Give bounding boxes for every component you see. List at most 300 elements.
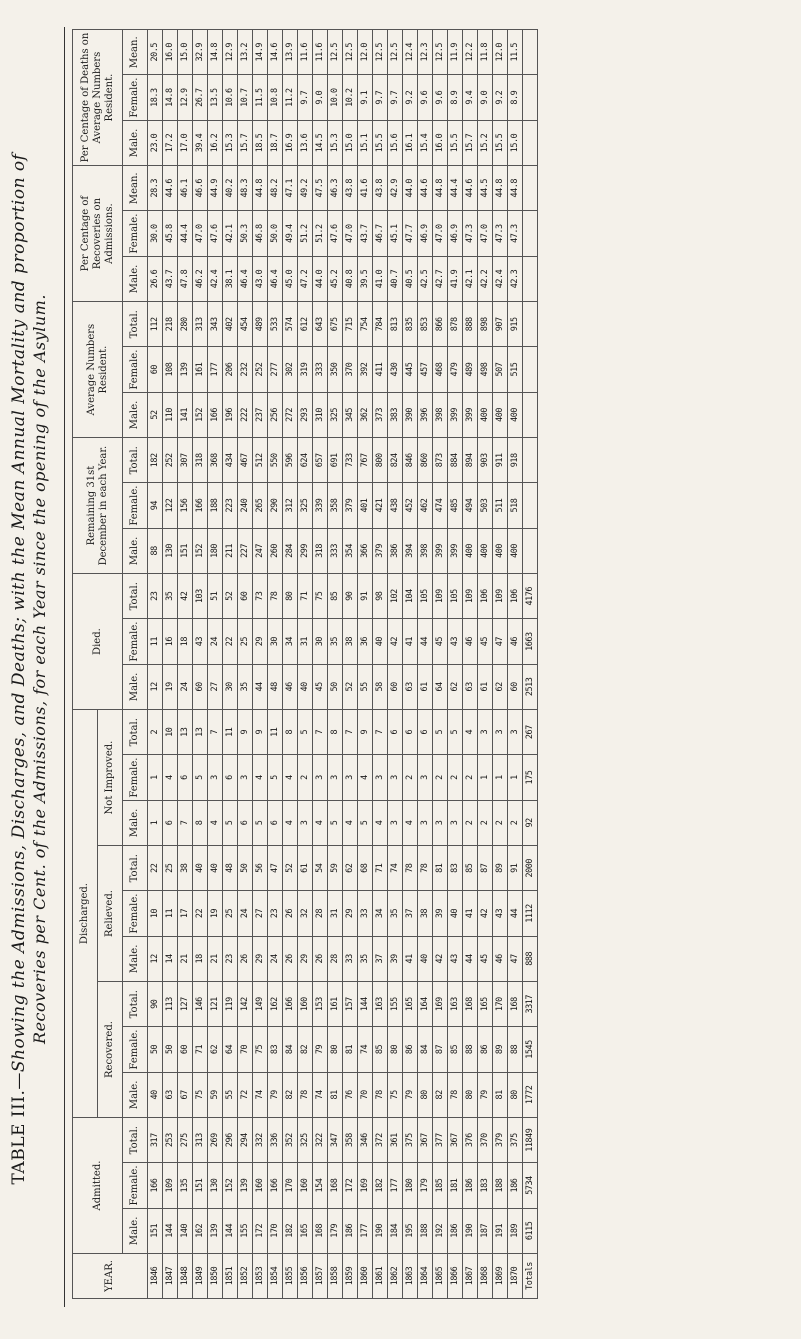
ni-cell: 4 — [373, 800, 388, 845]
ni-cell: 5 — [448, 710, 463, 755]
ni-cell: 4 — [358, 755, 373, 800]
rem-cell: 379 — [343, 483, 358, 528]
rec-cell: 79 — [268, 1072, 283, 1117]
rel-cell: 10 — [148, 891, 163, 936]
rem-cell: 485 — [448, 483, 463, 528]
ni-cell: 2 — [463, 755, 478, 800]
rem-cell: 767 — [358, 438, 373, 483]
pcd-cell: 11.6 — [313, 30, 328, 75]
adm-cell: 151 — [148, 1208, 163, 1253]
table-row — [208, 30, 223, 1299]
rem-cell: 358 — [328, 483, 343, 528]
pcr-cell: 42.9 — [388, 166, 403, 211]
pcr-cell: 46.1 — [178, 166, 193, 211]
rel-cell: 71 — [373, 846, 388, 891]
pcr-cell: 43.8 — [343, 166, 358, 211]
table-row — [268, 30, 283, 1299]
totals-died-cell: 4176 — [523, 574, 538, 619]
pcr-cell: 47.3 — [493, 211, 508, 256]
avg-total-header: Total. — [123, 302, 148, 347]
ni-cell: 2 — [478, 800, 493, 845]
died-cell: 24 — [178, 664, 193, 709]
totals-empty-cell — [523, 438, 538, 483]
table-row — [313, 30, 328, 1299]
pcd-cell: 15.4 — [418, 120, 433, 165]
rec-cell: 88 — [508, 1027, 523, 1072]
avg-cell: 399 — [448, 392, 463, 437]
avg-cell: 177 — [208, 347, 223, 392]
avg-cell: 112 — [148, 302, 163, 347]
rem-cell: 122 — [163, 483, 178, 528]
adm-cell: 160 — [298, 1163, 313, 1208]
rel-cell: 26 — [283, 936, 298, 981]
pcd-cell: 10.7 — [238, 75, 253, 120]
avg-cell: 754 — [358, 302, 373, 347]
avg-cell: 373 — [373, 392, 388, 437]
rel-cell: 44 — [463, 936, 478, 981]
ni-cell: 5 — [223, 800, 238, 845]
pcr-cell: 41.0 — [373, 256, 388, 301]
table-row — [238, 30, 253, 1299]
rel-cell: 34 — [373, 891, 388, 936]
totals-row — [523, 30, 538, 1299]
rem-cell: 354 — [343, 528, 358, 573]
not-improved-header: Not Improved. — [98, 710, 123, 846]
pcd-cell: 16.0 — [163, 30, 178, 75]
rel-cell: 81 — [433, 846, 448, 891]
table-row — [283, 30, 298, 1299]
rem-cell: 596 — [283, 438, 298, 483]
rem-cell: 227 — [238, 528, 253, 573]
ni-cell: 4 — [313, 800, 328, 845]
rem-female-header: Female. — [123, 483, 148, 528]
pcr-cell: 39.5 — [358, 256, 373, 301]
died-cell: 105 — [418, 574, 433, 619]
rel-cell: 54 — [313, 846, 328, 891]
rec-cell: 78 — [298, 1072, 313, 1117]
ni-cell: 6 — [388, 710, 403, 755]
pcd-cell: 15.3 — [223, 120, 238, 165]
died-cell: 30 — [313, 619, 328, 664]
rel-cell: 40 — [208, 846, 223, 891]
adm-cell: 195 — [403, 1208, 418, 1253]
pcr-cell: 47.3 — [508, 211, 523, 256]
rec-cell: 82 — [283, 1072, 298, 1117]
died-cell: 48 — [268, 664, 283, 709]
year-cell: 1870 — [508, 1254, 523, 1299]
rec-cell: 121 — [208, 982, 223, 1027]
rel-cell: 89 — [493, 846, 508, 891]
adm-cell: 172 — [343, 1163, 358, 1208]
avg-cell: 310 — [313, 392, 328, 437]
pcr-cell: 47.0 — [343, 211, 358, 256]
rem-cell: 290 — [268, 483, 283, 528]
died-female-header: Female. — [123, 619, 148, 664]
avg-cell: 390 — [403, 392, 418, 437]
pcd-cell: 12.3 — [418, 30, 433, 75]
rec-cell: 72 — [238, 1072, 253, 1117]
rec-total-header: Total. — [123, 982, 148, 1027]
ni-cell: 3 — [388, 800, 403, 845]
pcd-cell: 11.5 — [253, 75, 268, 120]
pcr-cell: 40.7 — [388, 256, 403, 301]
pcd-cell: 12.9 — [223, 30, 238, 75]
rec-cell: 82 — [298, 1027, 313, 1072]
rel-cell: 17 — [178, 891, 193, 936]
rem-cell: 401 — [358, 483, 373, 528]
rem-cell: 503 — [478, 483, 493, 528]
pcr-cell: 50.3 — [238, 211, 253, 256]
rem-cell: 511 — [493, 483, 508, 528]
avg-cell: 345 — [343, 392, 358, 437]
pcd-cell: 26.7 — [193, 75, 208, 120]
rem-cell: 438 — [388, 483, 403, 528]
died-cell: 78 — [268, 574, 283, 619]
pcd-cell: 10.8 — [268, 75, 283, 120]
pcd-cell: 15.2 — [478, 120, 493, 165]
statistics-table — [72, 29, 538, 1299]
pcr-cell: 40.8 — [343, 256, 358, 301]
pcr-cell: 44.8 — [433, 166, 448, 211]
totals-died-cell: 1663 — [523, 619, 538, 664]
pcd-cell: 12.5 — [388, 30, 403, 75]
discharged-header: Discharged. — [73, 710, 98, 1118]
rem-cell: 260 — [268, 528, 283, 573]
table-row — [433, 30, 448, 1299]
pcd-cell: 12.5 — [328, 30, 343, 75]
adm-cell: 177 — [358, 1208, 373, 1253]
pcd-cell: 15.5 — [493, 120, 508, 165]
adm-cell: 325 — [298, 1118, 313, 1163]
pcr-cell: 28.3 — [148, 166, 163, 211]
rel-cell: 85 — [463, 846, 478, 891]
ni-cell: 8 — [193, 800, 208, 845]
avg-cell: 383 — [388, 392, 403, 437]
rec-cell: 81 — [493, 1072, 508, 1117]
rel-cell: 48 — [223, 846, 238, 891]
rec-cell: 162 — [268, 982, 283, 1027]
died-cell: 36 — [358, 619, 373, 664]
died-cell: 24 — [208, 619, 223, 664]
avg-cell: 362 — [358, 392, 373, 437]
pcd-cell: 9.0 — [313, 75, 328, 120]
adm-cell: 139 — [208, 1208, 223, 1253]
died-cell: 40 — [373, 619, 388, 664]
rel-cell: 44 — [508, 891, 523, 936]
rel-male-header: Male. — [123, 936, 148, 981]
adm-cell: 379 — [493, 1118, 508, 1163]
adm-cell: 169 — [358, 1163, 373, 1208]
pcd-cell: 14.8 — [208, 30, 223, 75]
rel-cell: 11 — [163, 891, 178, 936]
pcd-cell: 15.7 — [238, 120, 253, 165]
rec-cell: 74 — [253, 1072, 268, 1117]
pcr-cell: 45.8 — [163, 211, 178, 256]
rel-cell: 21 — [208, 936, 223, 981]
adm-cell: 140 — [178, 1208, 193, 1253]
rel-cell: 29 — [343, 891, 358, 936]
rec-cell: 164 — [418, 982, 433, 1027]
ni-cell: 9 — [358, 710, 373, 755]
totals-empty-cell — [523, 528, 538, 573]
adm-cell: 186 — [508, 1163, 523, 1208]
ni-cell: 13 — [178, 710, 193, 755]
rel-cell: 56 — [253, 846, 268, 891]
pcr-cell: 46.7 — [373, 211, 388, 256]
rel-cell: 43 — [448, 936, 463, 981]
table-row — [253, 30, 268, 1299]
adm-cell: 191 — [493, 1208, 508, 1253]
died-cell: 98 — [373, 574, 388, 619]
rem-cell: 467 — [238, 438, 253, 483]
ni-cell: 10 — [163, 710, 178, 755]
adm-cell: 367 — [448, 1118, 463, 1163]
rem-cell: 911 — [493, 438, 508, 483]
table-row — [508, 30, 523, 1299]
table-subtitle: Recoveries per Cent. of the Admissions, for each Year since the opening of the Asylum. — [30, 294, 49, 1044]
rem-cell: 399 — [448, 528, 463, 573]
ni-cell: 6 — [268, 800, 283, 845]
pcr-cell: 45.0 — [283, 256, 298, 301]
avg-cell: 237 — [253, 392, 268, 437]
rem-cell: 182 — [148, 438, 163, 483]
rel-cell: 39 — [388, 936, 403, 981]
avg-cell: 319 — [298, 347, 313, 392]
rel-female-header: Female. — [123, 891, 148, 936]
totals-empty-cell — [523, 166, 538, 211]
avg-cell: 398 — [433, 392, 448, 437]
adm-cell: 367 — [418, 1118, 433, 1163]
avg-cell: 222 — [238, 392, 253, 437]
adm-cell: 188 — [493, 1163, 508, 1208]
rec-cell: 76 — [343, 1072, 358, 1117]
rel-cell: 87 — [478, 846, 493, 891]
rem-cell: 252 — [163, 438, 178, 483]
rel-cell: 27 — [253, 891, 268, 936]
rem-cell: 318 — [313, 528, 328, 573]
rec-cell: 85 — [448, 1027, 463, 1072]
pcd-cell: 13.2 — [238, 30, 253, 75]
ni-cell: 3 — [388, 755, 403, 800]
rel-cell: 26 — [238, 936, 253, 981]
pcd-cell: 12.5 — [343, 30, 358, 75]
rem-cell: 223 — [223, 483, 238, 528]
rem-cell: 434 — [223, 438, 238, 483]
rel-cell: 74 — [388, 846, 403, 891]
ni-cell: 8 — [283, 710, 298, 755]
died-cell: 52 — [223, 574, 238, 619]
died-cell: 35 — [238, 664, 253, 709]
ni-cell: 6 — [418, 710, 433, 755]
ni-cell: 3 — [313, 755, 328, 800]
adm-cell: 109 — [163, 1163, 178, 1208]
table-row — [223, 30, 238, 1299]
died-cell: 38 — [343, 619, 358, 664]
rem-cell: 824 — [388, 438, 403, 483]
pcd-cell: 11.8 — [478, 30, 493, 75]
pcd-cell: 14.6 — [268, 30, 283, 75]
ni-cell: 2 — [508, 800, 523, 845]
rem-cell: 318 — [193, 438, 208, 483]
rel-cell: 14 — [163, 936, 178, 981]
adm-cell: 144 — [223, 1208, 238, 1253]
rec-cell: 74 — [313, 1072, 328, 1117]
rec-cell: 149 — [253, 982, 268, 1027]
totals-empty-cell — [523, 392, 538, 437]
ni-cell: 2 — [433, 755, 448, 800]
ni-cell: 6 — [223, 755, 238, 800]
avg-cell: 325 — [328, 392, 343, 437]
rec-cell: 89 — [493, 1027, 508, 1072]
rel-cell: 40 — [418, 936, 433, 981]
pcr-cell: 48.3 — [238, 166, 253, 211]
totals-empty-cell — [523, 120, 538, 165]
rem-cell: 156 — [178, 483, 193, 528]
died-cell: 90 — [343, 574, 358, 619]
pcd-cell: 15.5 — [373, 120, 388, 165]
table-row — [493, 30, 508, 1299]
adm-cell: 160 — [253, 1163, 268, 1208]
adm-cell: 177 — [388, 1163, 403, 1208]
ni-cell: 6 — [178, 755, 193, 800]
rec-cell: 169 — [433, 982, 448, 1027]
rem-total-header: Total. — [123, 438, 148, 483]
died-cell: 60 — [238, 574, 253, 619]
rec-cell: 85 — [373, 1027, 388, 1072]
died-cell: 41 — [403, 619, 418, 664]
totals-rel-cell: 2000 — [523, 846, 538, 891]
rel-cell: 23 — [268, 891, 283, 936]
pcr-cell: 40.2 — [223, 166, 238, 211]
rel-cell: 46 — [493, 936, 508, 981]
died-header: Died. — [73, 574, 123, 710]
rec-cell: 165 — [478, 982, 493, 1027]
ni-cell: 5 — [328, 800, 343, 845]
adm-cell: 170 — [268, 1208, 283, 1253]
pcd-cell: 12.5 — [373, 30, 388, 75]
adm-cell: 375 — [508, 1118, 523, 1163]
average-header: Average Numbers Resident. — [73, 302, 123, 438]
adm-cell: 189 — [508, 1208, 523, 1253]
pcd-cell: 15.6 — [388, 120, 403, 165]
died-cell: 42 — [178, 574, 193, 619]
rel-cell: 25 — [163, 846, 178, 891]
pcr-female-header: Female. — [123, 211, 148, 256]
ni-cell: 5 — [268, 755, 283, 800]
avg-cell: 108 — [163, 347, 178, 392]
pcd-female-header: Female. — [123, 75, 148, 120]
rel-cell: 39 — [433, 891, 448, 936]
died-cell: 85 — [328, 574, 343, 619]
adm-cell: 179 — [328, 1208, 343, 1253]
year-cell: 1856 — [298, 1254, 313, 1299]
rel-cell: 38 — [418, 891, 433, 936]
died-cell: 45 — [313, 664, 328, 709]
ni-cell: 3 — [328, 755, 343, 800]
rem-cell: 800 — [373, 438, 388, 483]
pcr-cell: 42.1 — [223, 211, 238, 256]
rem-cell: 398 — [418, 528, 433, 573]
year-cell: 1852 — [238, 1254, 253, 1299]
pcr-cell: 45.1 — [388, 211, 403, 256]
rel-cell: 33 — [343, 936, 358, 981]
ni-cell: 4 — [208, 800, 223, 845]
died-cell: 12 — [148, 664, 163, 709]
avg-cell: 166 — [208, 392, 223, 437]
rel-cell: 42 — [433, 936, 448, 981]
rec-cell: 155 — [388, 982, 403, 1027]
avg-cell: 853 — [418, 302, 433, 347]
rel-cell: 24 — [238, 891, 253, 936]
rem-cell: 94 — [148, 483, 163, 528]
died-cell: 109 — [433, 574, 448, 619]
rel-cell: 35 — [388, 891, 403, 936]
totals-empty-cell — [523, 302, 538, 347]
avg-cell: 313 — [193, 302, 208, 347]
rec-cell: 50 — [148, 1027, 163, 1072]
rem-cell: 307 — [178, 438, 193, 483]
year-cell: 1859 — [343, 1254, 358, 1299]
died-cell: 44 — [253, 664, 268, 709]
died-cell: 42 — [388, 619, 403, 664]
died-cell: 40 — [298, 664, 313, 709]
totals-empty-cell — [523, 30, 538, 75]
year-cell: 1864 — [418, 1254, 433, 1299]
adm-cell: 275 — [178, 1118, 193, 1163]
pcr-cell: 46.3 — [328, 166, 343, 211]
ni-female-header: Female. — [123, 755, 148, 800]
adm-cell: 190 — [373, 1208, 388, 1253]
died-cell: 50 — [328, 664, 343, 709]
adm-cell: 182 — [373, 1163, 388, 1208]
totals-empty-cell — [523, 75, 538, 120]
rel-cell: 68 — [358, 846, 373, 891]
totals-rel-cell: 1112 — [523, 891, 538, 936]
died-cell: 43 — [193, 619, 208, 664]
pcd-cell: 13.9 — [283, 30, 298, 75]
rem-cell: 860 — [418, 438, 433, 483]
pcr-cell: 46.2 — [193, 256, 208, 301]
recovered-header: Recovered. — [98, 982, 123, 1118]
rec-cell: 80 — [463, 1072, 478, 1117]
rel-cell: 62 — [343, 846, 358, 891]
adm-cell: 182 — [283, 1208, 298, 1253]
died-cell: 19 — [163, 664, 178, 709]
pcr-cell: 42.2 — [478, 256, 493, 301]
adm-cell: 139 — [238, 1163, 253, 1208]
ni-cell: 1 — [493, 755, 508, 800]
year-cell: 1847 — [163, 1254, 178, 1299]
rec-cell: 62 — [208, 1027, 223, 1072]
died-cell: 61 — [478, 664, 493, 709]
year-cell: 1865 — [433, 1254, 448, 1299]
avg-cell: 370 — [343, 347, 358, 392]
pcd-cell: 13.5 — [208, 75, 223, 120]
pcd-cell: 9.1 — [358, 75, 373, 120]
pcr-cell: 46.9 — [418, 211, 433, 256]
died-cell: 43 — [448, 619, 463, 664]
pcd-cell: 8.9 — [508, 75, 523, 120]
ni-cell: 3 — [208, 755, 223, 800]
rec-cell: 168 — [463, 982, 478, 1027]
adm-cell: 296 — [223, 1118, 238, 1163]
pcd-cell: 20.5 — [148, 30, 163, 75]
ni-cell: 4 — [163, 755, 178, 800]
ni-cell: 1 — [508, 755, 523, 800]
adm-cell: 352 — [283, 1118, 298, 1163]
pcr-cell: 47.0 — [478, 211, 493, 256]
table-row — [343, 30, 358, 1299]
